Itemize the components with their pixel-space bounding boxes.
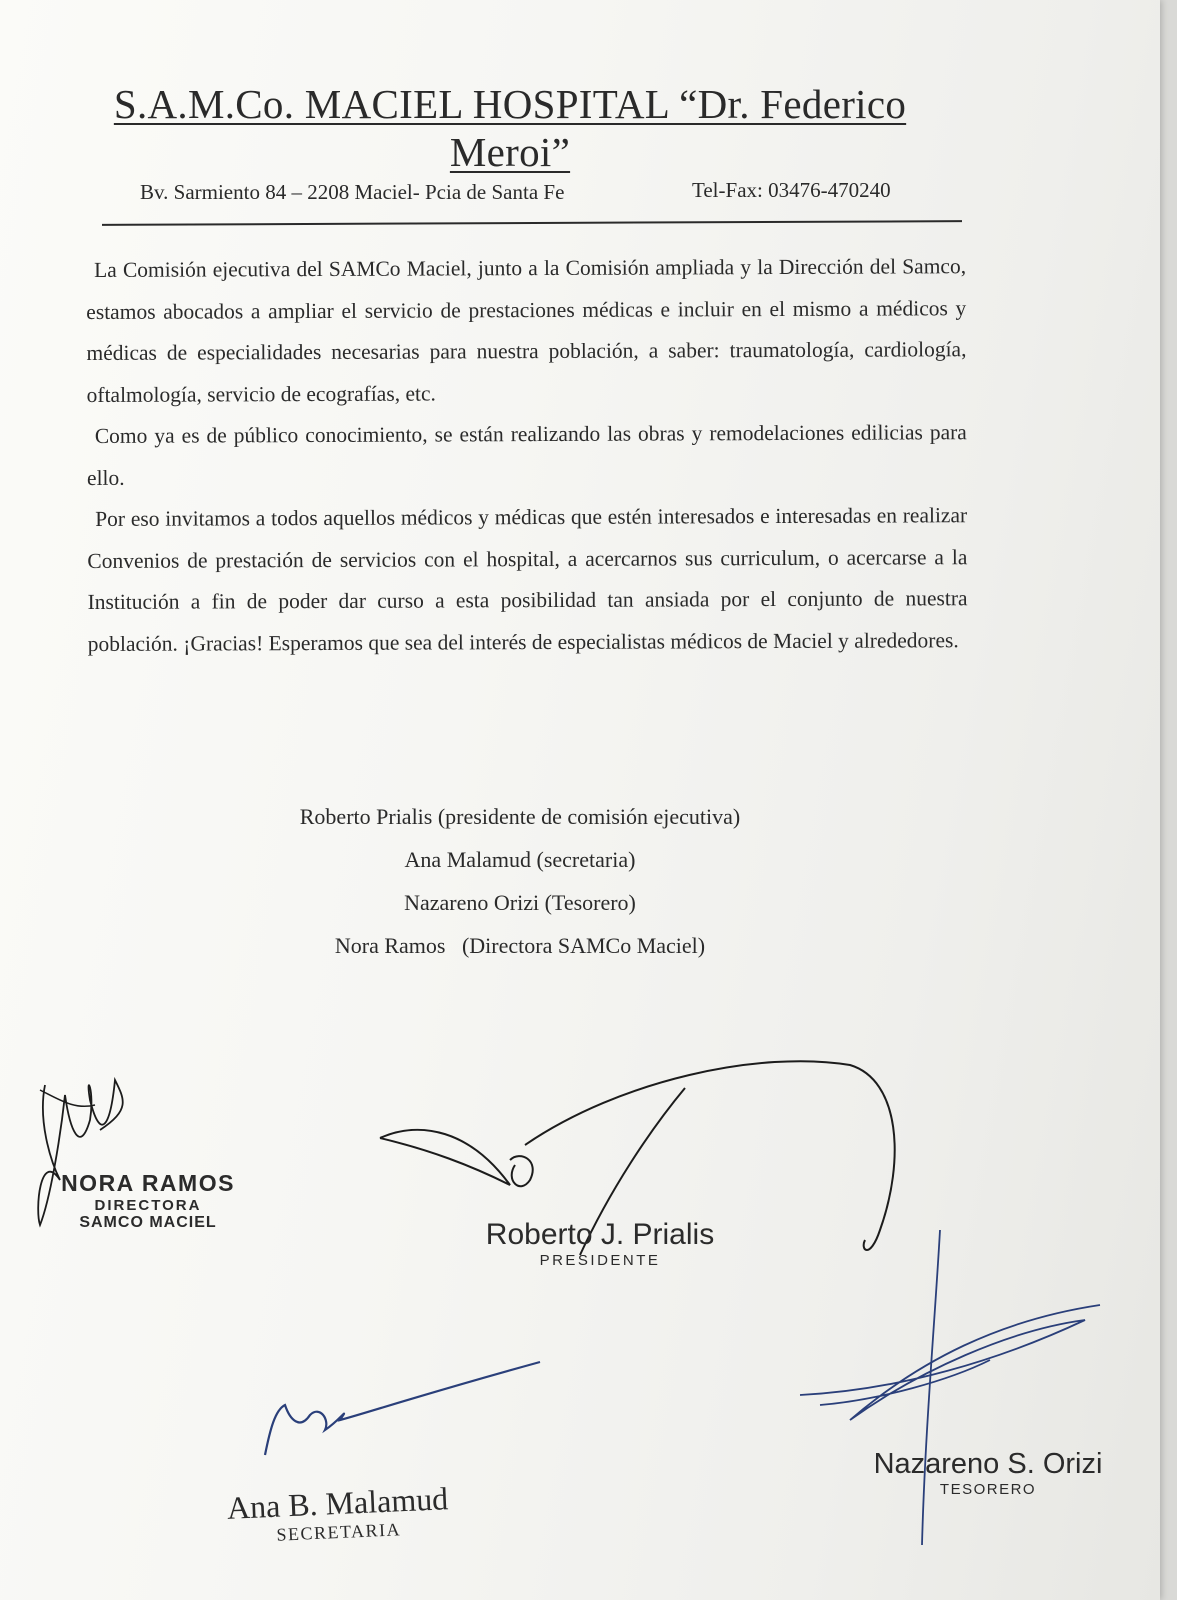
body-paragraph: Por eso invitamos a todos aquellos médicos y médicas que estén interesados e interesadas en realizar Convenios de prestación de servicios con el hospital, a acercarnos sus curriculum, o acercarse a la Institución a fin de poder dar curso a esta posibilidad tan ansiada por el conjunto de nuestra población. ¡Gracias! Esperamos que sea del interés de especialistas médicos de Maciel y alrededores. [87, 503, 968, 656]
stamp-ramos-role: DIRECTORA [94, 1197, 202, 1214]
stamp-prialis [470, 1218, 730, 1269]
hospital-title: S.A.M.Co. MACIEL HOSPITAL “Dr. Federico Meroi” [113, 81, 907, 175]
stamp-orizi-role: TESORERO [939, 1481, 1037, 1498]
stamp-malamud-name: Ana B. Malamud [226, 1480, 449, 1526]
stamp-prialis-name: Roberto J. Prialis [485, 1218, 715, 1251]
stamp-ramos [48, 1170, 248, 1232]
signer-line: Nazareno Orizi (Tesorero) [404, 890, 636, 915]
stamp-ramos-org: SAMCO MACIEL [79, 1214, 217, 1231]
stamp-prialis-role: PRESIDENTE [539, 1252, 661, 1269]
stamp-malamud [207, 1479, 469, 1548]
signer-line: Nora Ramos (Directora SAMCo Maciel) [334, 933, 706, 958]
body-paragraph: Como ya es de público conocimiento, se están realizando las obras y remodelaciones edilicias para ello. [86, 420, 967, 490]
stamp-ramos-name: NORA RAMOS [61, 1170, 235, 1196]
body-paragraph: La Comisión ejecutiva del SAMCo Maciel, junto a la Comisión ampliada y la Dirección del Samco, estamos abocados a ampliar el servicio de prestaciones médicas e incluir en el mismo a médicos y médicas de especialidades necesarias para nuestra población, a saber: traumatología, cardiología, oftalmología, servicio de ecografías, etc. [86, 254, 967, 407]
signer-line: Roberto Prialis (presidente de comisión ejecutiva) [299, 804, 741, 829]
stamp-malamud-role: SECRETARIA [276, 1519, 402, 1545]
signer-line: Ana Malamud (secretaria) [404, 847, 636, 872]
stamp-orizi [858, 1448, 1118, 1498]
stamp-orizi-name: Nazareno S. Orizi [873, 1448, 1103, 1480]
signature-malamud [265, 1362, 540, 1455]
hospital-telfax: Tel-Fax: 03476-470240 [692, 178, 891, 202]
hospital-address: Bv. Sarmiento 84 – 2208 Maciel- Pcia de Santa Fe [140, 180, 565, 204]
